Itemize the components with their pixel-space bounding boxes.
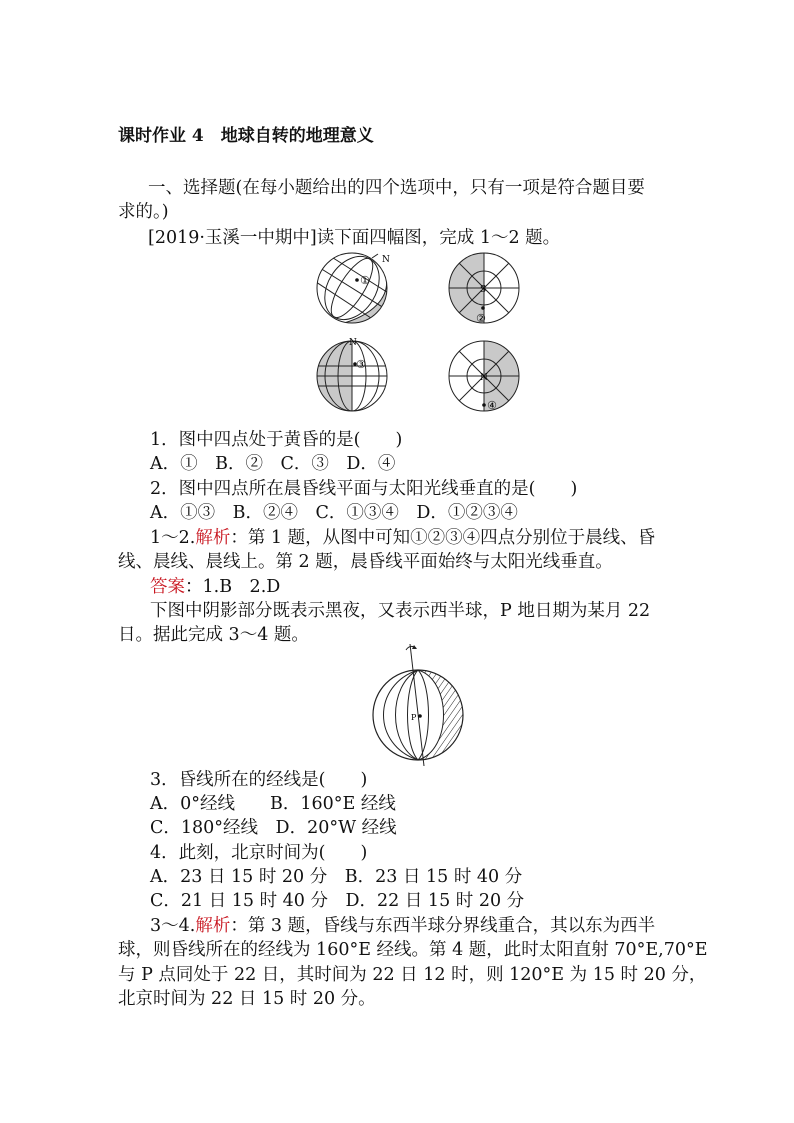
section-heading-cont: 求的。) [118,202,169,222]
analysis-1-2 [150,526,655,550]
question-1-options: A．① B．② C．③ D．④ [150,454,396,474]
hemisphere-globe-figure [362,640,472,770]
analysis-3-4-line3: 与 P 点同处于 22 日，其时间为 22 日 12 时，则 120°E 为 15 时 20 分， [118,965,707,985]
point-p-dot [418,714,422,718]
group2-intro-cont: 日。据此完成 3～4 题。 [118,625,309,645]
point-4-label: ④ [487,399,497,412]
question-3-options-2: C．180°经线 D．20°W 经线 [150,818,397,838]
analysis-3-4-text: ：第 3 题，昏线与东西半球分界线重合，其以东为西半 [230,916,656,936]
answer-1-2 [150,575,280,599]
analysis-3-4-prefix: 3～4. [150,916,196,936]
question-4-options-2: C．21 日 15 时 40 分 D．22 日 15 时 20 分 [150,891,525,911]
answer-label: 答案 [150,577,185,597]
analysis-3-4-line4: 北京时间为 22 日 15 时 20 分。 [118,989,376,1009]
analysis-3-4-line2: 球，则昏线所在的经线为 160°E 经线。第 4 题，此时太阳直射 70°E,70°E [118,940,708,960]
four-globes-figure [300,248,540,420]
point-2-dot [481,306,485,310]
globe1-north-label: N [382,255,390,265]
point-3-label: ③ [356,358,366,371]
point-1-dot [355,278,359,282]
point-p-label: P [411,713,417,722]
group1-intro: [2019·玉溪一中期中]读下面四幅图，完成 1～2 题。 [148,228,561,248]
globe2-south-label: S [480,285,487,295]
analysis-1-2-prefix: 1～2. [150,528,196,548]
point-1-label: ① [360,274,370,287]
answer-text: ：1.B 2.D [185,577,281,597]
group2-intro: 下图中阴影部分既表示黑夜，又表示西半球，P 地日期为某月 22 [150,601,651,621]
question-4-options-1: A．23 日 15 时 20 分 B．23 日 15 时 40 分 [150,867,523,887]
globe-3 [317,341,387,411]
analysis-1-2-text: ：第 1 题，从图中可知①②③④四点分别位于晨线、昏 [230,528,656,548]
analysis-3-4-label: 解析 [195,916,231,936]
point-2-label: ② [476,312,486,325]
globe4-north-label: N [480,373,488,383]
question-1: 1．图中四点处于黄昏的是( ) [150,430,403,450]
question-3: 3．昏线所在的经线是( ) [150,770,368,790]
analysis-1-2-cont: 线、晨线、晨线上。第 2 题，晨昏线平面始终与太阳光线垂直。 [118,552,613,572]
globe3-north-label: N [349,338,357,348]
question-4: 4．此刻，北京时间为( ) [150,843,368,863]
page-title: 课时作业 4 地球自转的地理意义 [118,126,374,146]
point-4-dot [482,403,486,407]
analysis-3-4 [150,914,655,938]
question-2-options: A．①③ B．②④ C．①③④ D．①②③④ [150,503,518,523]
question-3-options-1: A．0°经线 B．160°E 经线 [150,794,396,814]
question-2: 2．图中四点所在晨昏线平面与太阳光线垂直的是( ) [150,479,578,499]
analysis-1-2-label: 解析 [195,528,231,548]
section-heading: 一、选择题(在每小题给出的四个选项中，只有一项是符合题目要 [148,178,645,198]
